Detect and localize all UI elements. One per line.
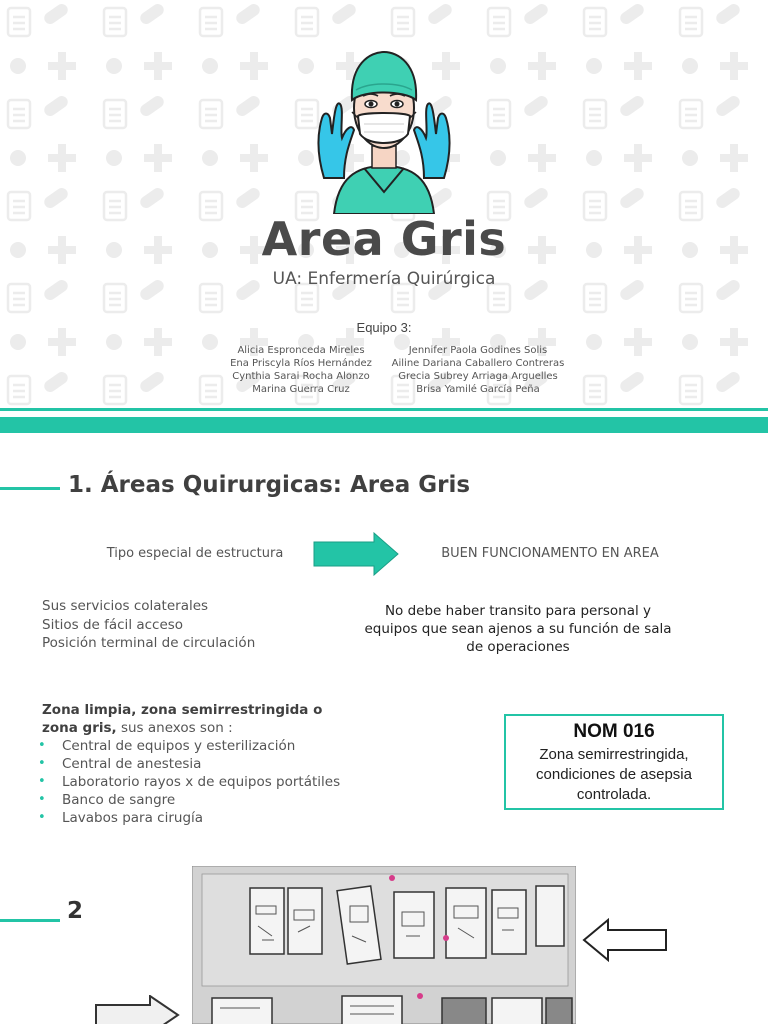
list-item-label: Central de anestesia	[62, 756, 202, 772]
list-item-label: Banco de sangre	[62, 792, 176, 808]
bullet-icon: •	[38, 792, 46, 807]
list-item	[38, 791, 340, 809]
team-members-left	[196, 344, 406, 396]
floor-plan-image	[192, 866, 576, 1024]
slide-divider-line	[0, 408, 768, 411]
zones-heading-bold: Zona limpia, zona semirrestringida o zona gris,	[42, 702, 323, 736]
team-member: Cynthia Sarai Rocha Alonzo	[232, 371, 370, 382]
team-member: Grecia Subrey Arriaga Arguelles	[398, 371, 558, 382]
arrow-right-outline-icon	[94, 995, 180, 1024]
list-item	[38, 809, 340, 827]
list-item: Sitios de fácil acceso	[42, 616, 184, 633]
list-item-label: Central de equipos y esterilización	[62, 738, 296, 754]
presentation-title: Area Gris	[261, 212, 507, 266]
team-member: Brisa Yamilé García Peña	[416, 384, 540, 395]
bullet-icon: •	[38, 810, 46, 825]
team-members-right	[378, 344, 578, 396]
team-label: Equipo 3:	[356, 320, 412, 335]
section-accent-rule	[0, 487, 60, 490]
restriction-text: No debe haber transito para personal y equipos que sean ajenos a su función de sala de operaciones	[364, 603, 672, 655]
list-item	[38, 755, 340, 773]
section-title: 1. Áreas Quirurgicas: Area Gris	[68, 472, 471, 498]
section-number: 2	[67, 898, 84, 924]
cover-slide	[0, 0, 768, 410]
presentation-subtitle: UA: Enfermería Quirúrgica	[272, 269, 496, 289]
nurse-illustration	[300, 46, 468, 214]
list-item: Sus servicios colaterales	[42, 598, 209, 614]
list-item-label: Laboratorio rayos x de equipos portátiles	[62, 774, 341, 790]
structure-text: Tipo especial de estructura	[106, 546, 284, 561]
team-member: Jennifer Paola Godines Solis	[408, 345, 548, 356]
nom-title: NOM 016	[573, 721, 655, 742]
list-item	[38, 773, 340, 791]
team-member: Alicia Espronceda Mireles	[237, 345, 365, 356]
bullet-icon: •	[38, 774, 46, 789]
list-item: Posición terminal de circulación	[42, 635, 256, 651]
bullet-icon: •	[38, 756, 46, 771]
features-list	[42, 597, 255, 653]
nom-body: Zona semirrestringida, condiciones de asepsia controlada.	[536, 746, 692, 803]
annexes-list	[38, 737, 340, 827]
slide-divider-band	[0, 417, 768, 433]
list-item-label: Lavabos para cirugía	[62, 810, 204, 826]
nom-callout-box	[504, 714, 724, 810]
zones-heading-rest: sus anexos son :	[116, 720, 233, 736]
outcome-text: BUEN FUNCIONAMENTO EN AREA	[441, 546, 659, 561]
team-member: Marina Guerra Cruz	[252, 384, 350, 395]
team-member: Ena Priscyla Ríos Hernández	[230, 358, 372, 369]
list-item	[38, 737, 340, 755]
team-member: Ailine Dariana Caballero Contreras	[391, 358, 565, 369]
bullet-icon: •	[38, 738, 46, 753]
section-accent-rule	[0, 919, 60, 922]
arrow-left-outline-icon	[582, 918, 668, 962]
arrow-right-icon	[312, 532, 400, 576]
zones-heading	[42, 701, 362, 737]
